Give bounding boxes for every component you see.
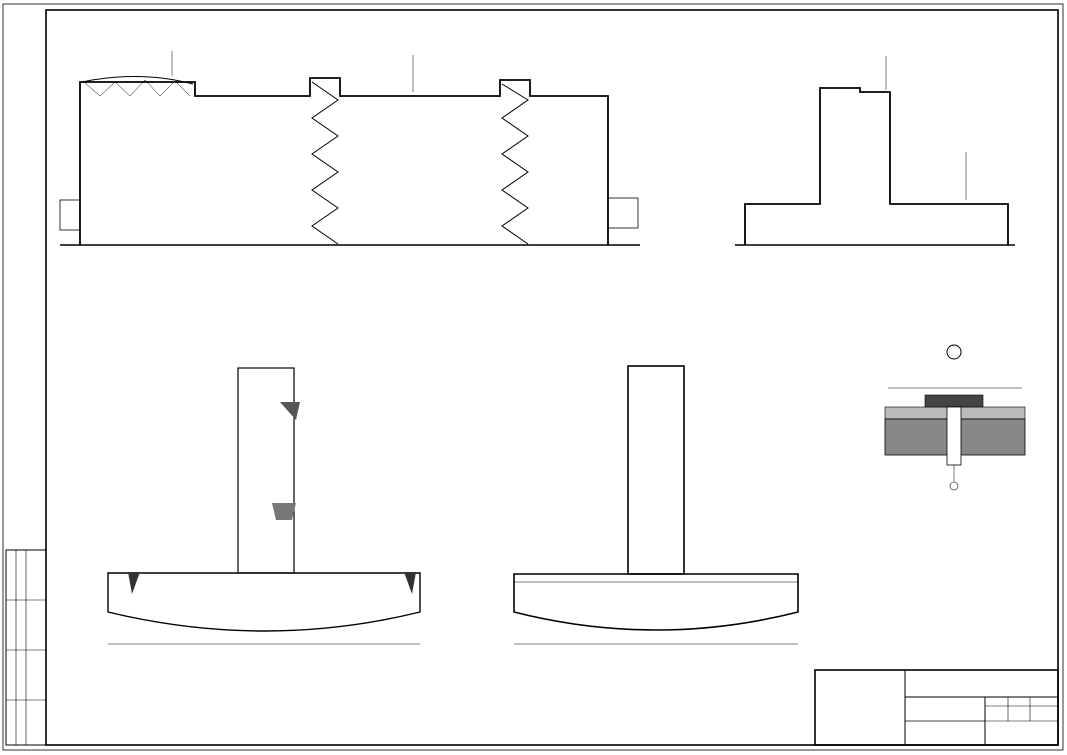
slab-corner-hatch-2: [404, 572, 416, 594]
slab-opening-hatch: [280, 402, 300, 420]
stair-flight-1: [312, 82, 338, 244]
title-block-frame: [815, 670, 1058, 745]
outer-frame: [3, 4, 1063, 750]
section-1-outline: [80, 78, 608, 245]
node-3-axis-bubble: [950, 482, 958, 490]
margin-stamp: [6, 550, 46, 745]
node-3-detail: [885, 345, 1025, 490]
roof-plan-main-block: [514, 574, 798, 630]
title-block: [815, 670, 1058, 745]
section-1-left-annex: [60, 200, 80, 230]
node-3-pipe: [947, 407, 961, 465]
slab-plan-wing: [238, 368, 294, 573]
node-3-bubble: [947, 345, 961, 359]
section-2-2: [735, 56, 1015, 245]
roof-plan: [514, 366, 798, 644]
slab-corner-hatch: [128, 572, 140, 594]
slab-plan: [108, 368, 420, 644]
node-3-funnel: [925, 395, 983, 407]
slab-plan-main-block: [108, 573, 420, 631]
section-1-right-annex: [608, 198, 638, 228]
stair-flight-2: [502, 84, 528, 244]
roof-plan-wing: [628, 366, 684, 574]
section-2-outline: [745, 88, 1008, 245]
inner-frame: [46, 10, 1058, 745]
slab-opening-hatch-2: [272, 503, 296, 520]
section-1-1: [60, 51, 640, 245]
